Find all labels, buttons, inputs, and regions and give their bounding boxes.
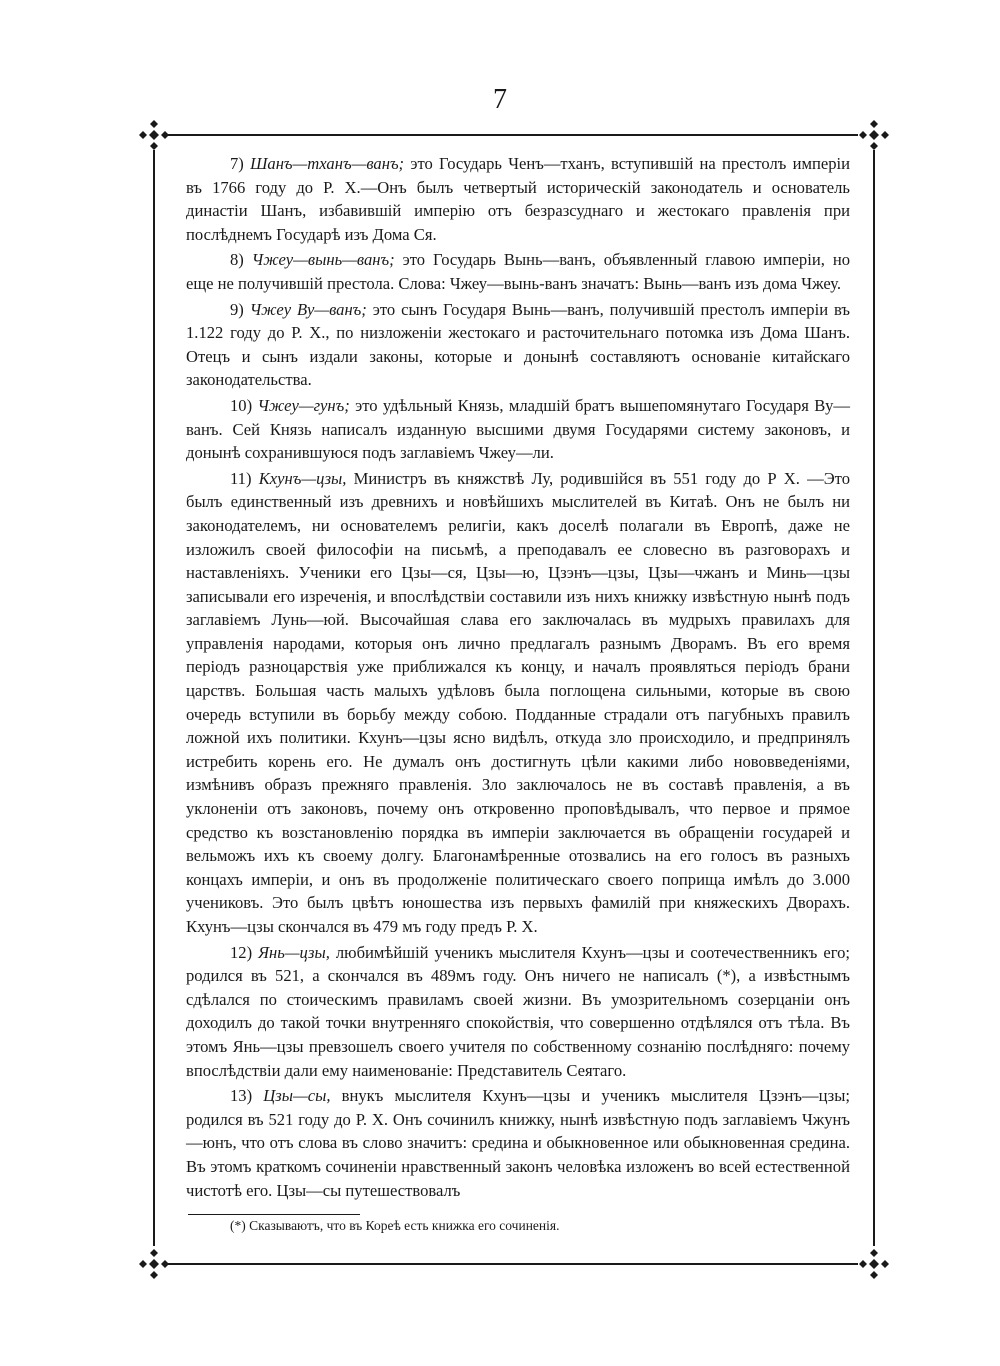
page-number: 7 (493, 84, 507, 115)
paragraph-13 (186, 1084, 850, 1202)
paragraph-number: 10) (230, 395, 253, 415)
paragraph-12 (186, 941, 850, 1083)
left-border-line (153, 150, 155, 1246)
paragraph-text: внукъ мыслителя Кхунъ—цзы и ученикъ мыслителя Цзэнъ—цзы; родился въ 521 году до Р. Х. Онъ сочинилъ книжку, нынѣ извѣстную подъ заглавіемъ Чжунъ—юнъ, что отъ слова въ слово значитъ: средина и обыкновенное или обыкновенная средина. Въ этомъ краткомъ сочиненіи нравственный законъ человѣка изложенъ во всей естественной чистотѣ его. Цзы—сы путешествовалъ (186, 1086, 850, 1200)
paragraph-text: любимѣйшій ученикъ мыслителя Кхунъ—цзы и соотечественникъ его; родился въ 521, а скончался въ 489мъ году. Онъ ничего не написалъ (*), а извѣстнымъ сдѣлался по стоическимъ правиламъ своей жизни. Въ умозрительномъ созерцаніи онъ доходилъ до такой точки внутренняго спокойствія, что совершенно отдѣлялся отъ тѣла. Въ этомъ Янь—цзы превзошелъ своего учителя по собственному сознанію послѣдняго: почему впослѣдствіи дали ему наименованіе: Представитель Сеятаго. (186, 942, 850, 1080)
paragraph-text: это удѣльный Князь, младшій братъ вышепомянутаго Государя Ву—ванъ. Сей Князь написалъ изданную высшими двумя Государями систему законовъ, и донынѣ сохранившуюся подъ заглавіемъ Чжеу—ли. (186, 395, 851, 463)
paragraph-number: 13) (230, 1086, 253, 1106)
paragraph-11 (186, 467, 850, 939)
paragraph-8 (186, 248, 850, 295)
footnote-divider (188, 1214, 360, 1215)
paragraph-text: это Государь Вынь—ванъ, объявленный главою имперіи, но еще не получившій престола. Слова: Чжеу—вынь-ванъ значатъ: Вынь—ванъ изъ дома Чжеу. (186, 250, 850, 293)
paragraph-text: это сынъ Государя Вынь—ванъ, получившій престолъ имперіи въ 1.122 году до Р. Х., по низложеніи жестокаго и расточительнаго потомка изъ Дома Шанъ. Отецъ и сынъ издали законы, которые и донынѣ составляютъ основаніе китайскаго законодательства. (186, 299, 850, 390)
paragraph-number: 11) (230, 468, 252, 488)
main-text (186, 152, 850, 1204)
paragraph-number: 8) (230, 250, 244, 270)
right-border-line (873, 150, 875, 1246)
corner-ornament-icon (137, 118, 171, 152)
paragraph-text: Министръ въ княжствѣ Лу, родившійся въ 551 году до Р Х. —Это былъ единственный изъ древнихъ и новѣйшихъ мыслителей въ Китаѣ. Онъ не былъ ни законодателемъ, ни основателемъ религіи, какъ доселѣ полагали въ Европѣ, даже не изложилъ своей философіи на письмѣ, а преподавалъ ее словесно въ разговорахъ и наставленіяхъ. Ученики его Цзы—ся, Цзы—ю, Цзэнъ—цзы, Цзы—чжанъ и Минь—цзы записывали его изреченія, и впослѣдствіи составили изъ нихъ книжку извѣстную нынѣ подъ заглавіемъ Лунь—юй. Высочайшая слава его заключалась въ мудрыхъ правилахъ для управленія народами, которыя онъ лично предлагалъ разнымъ Дворамъ. Въ его время періодъ разноцарствія уже приближался къ концу, и началъ проявляться періодъ брани царствъ. Большая часть малыхъ удѣловъ была поглощена сильными, которые въ свою очередь вступили въ борьбу между собою. Подданные страдали отъ пагубныхъ правилъ ложной ихъ политики. Кхунъ—цзы ясно видѣлъ, откуда зло происходило, и предпринялъ истребить корень его. Не думалъ онъ достигнуть цѣли какими либо нововведеніями, измѣнивъ образъ прежняго правленія. Зло заключалось не въ составѣ правленія, а въ уклоненіи отъ законовъ, почему онъ откровенно проповѣдывалъ, что первое и прямое средство къ возстановленію порядка въ имперіи заключается въ обращеніи государей и вельможъ ихъ къ своему долгу. Благонамѣренные отозвались на его голосъ въ разныхъ концахъ имперіи, и онъ въ продолженіе политическаго своего поприща имѣлъ до 3.000 учениковъ. Это былъ цвѣтъ юношества изъ первыхъ фамилій при княжескихъ Дворахъ. Кхунъ—цзы скончался въ 479 мъ году предъ Р. Х. (186, 468, 851, 936)
person-name: Кхунъ—цзы, (258, 468, 347, 488)
top-border-line (168, 134, 858, 136)
corner-ornament-icon (137, 1247, 171, 1281)
person-name: Чжеу—гунъ; (257, 395, 350, 415)
bottom-border-line (168, 1263, 858, 1265)
paragraph-number: 9) (230, 299, 244, 319)
corner-ornament-icon (857, 1247, 891, 1281)
paragraph-7 (186, 152, 850, 246)
paragraph-number: 7) (230, 154, 244, 173)
person-name: Чжеу—вынь—ванъ; (251, 250, 395, 270)
footnote: (*) Сказываютъ, что въ Кореѣ есть книжка его сочиненія. (230, 1218, 560, 1233)
person-name: Чжеу Ву—ванъ; (249, 299, 367, 319)
person-name: Янь—цзы, (258, 942, 330, 962)
paragraph-9 (186, 298, 850, 392)
paragraph-number: 12) (230, 942, 253, 962)
person-name: Цзы—сы, (263, 1086, 331, 1106)
person-name: Шанъ—тханъ—ванъ; (250, 154, 405, 173)
paragraph-text: это Государь Ченъ—тханъ, вступившій на престолъ имперіи въ 1766 году до Р. Х.—Онъ былъ четвертый историческій законодатель и основатель династіи Шанъ, избавившій имперію отъ безразсуднаго и жестокаго правленія при послѣднемъ Государѣ изъ Дома Ся. (186, 154, 850, 244)
paragraph-10 (186, 394, 850, 465)
corner-ornament-icon (857, 118, 891, 152)
